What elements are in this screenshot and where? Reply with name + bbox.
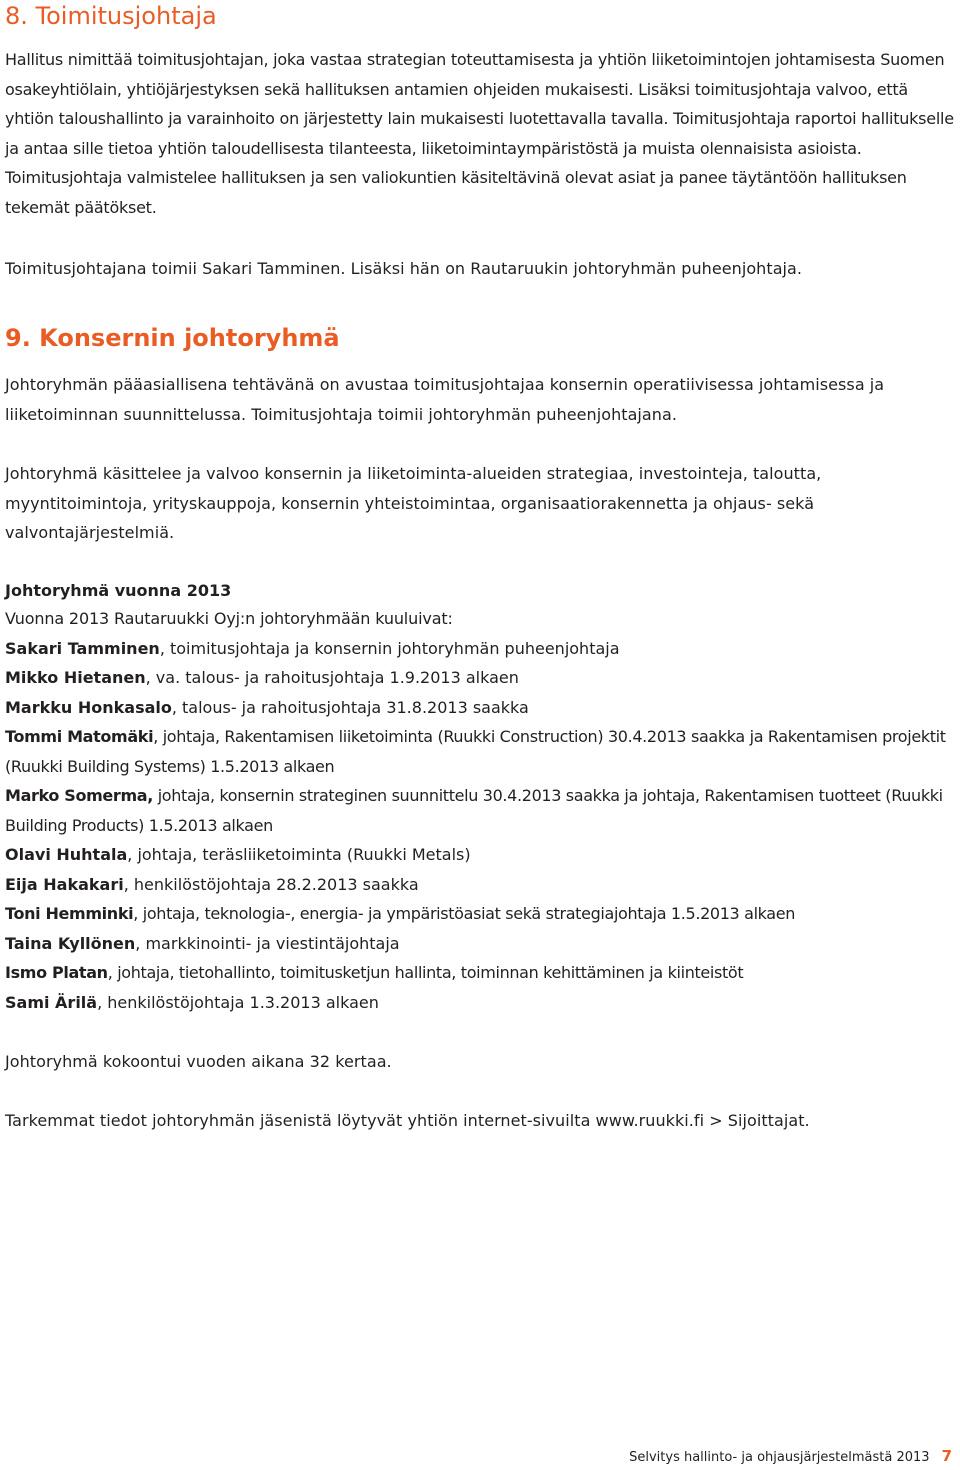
member-role: , toimitusjohtaja ja konsernin johtoryhmän puheenjohtaja — [159, 638, 620, 658]
list-item — [5, 693, 960, 723]
section-9-paragraph-1: Johtoryhmän pääasiallisena tehtävänä on avustaa toimitusjohtajaa konsernin operatiivisessa johtamisessa ja liiketoiminnan suunnittelussa. Toimitusjohtaja toimii johtoryhmän puheenjohtajana. — [5, 375, 885, 424]
more-info-paragraph: Tarkemmat tiedot johtoryhmän jäsenistä löytyvät yhtiön internet-sivuilta www.ruukki.fi > Sijoittajat. — [5, 1111, 810, 1130]
section-8-paragraph-2: Toimitusjohtajana toimii Sakari Tamminen. Lisäksi hän on Rautaruukin johtoryhmän puheenjohtaja. — [5, 259, 803, 278]
meetings-paragraph: Johtoryhmä kokoontui vuoden aikana 32 kertaa. — [5, 1052, 392, 1071]
management-team-intro: Vuonna 2013 Rautaruukki Oyj:n johtoryhmään kuuluivat: — [5, 609, 453, 628]
member-name: Markku Honkasalo — [5, 697, 172, 717]
page-number: 7 — [941, 1447, 952, 1465]
member-role: johtaja, konsernin strateginen suunnittelu 30.4.2013 saakka ja johtaja, Rakentamisen tuotteet (Ruukki Building Products) 1.5.2013 alkaen — [5, 786, 943, 835]
list-item — [5, 929, 960, 959]
member-name: Eija Hakakari — [5, 874, 124, 894]
list-item — [5, 870, 960, 900]
member-role: , talous- ja rahoitusjohtaja 31.8.2013 saakka — [171, 697, 529, 717]
member-role: , johtaja, tietohallinto, toimitusketjun hallinta, toiminnan kehittäminen ja kiinteistöt — [107, 963, 744, 982]
list-item — [5, 840, 960, 870]
list-item — [5, 988, 960, 1018]
list-item — [5, 781, 960, 840]
member-name: Olavi Huhtala — [5, 845, 128, 864]
member-name: Mikko Hietanen — [5, 668, 146, 687]
section-8-heading: 8. Toimitusjohtaja — [5, 2, 217, 30]
member-name: Ismo Platan — [5, 963, 108, 982]
member-role: , va. talous- ja rahoitusjohtaja 1.9.2013 alkaen — [145, 668, 519, 687]
page-footer — [629, 1446, 952, 1468]
member-role: , henkilöstöjohtaja 28.2.2013 saakka — [123, 874, 419, 894]
member-name: Taina Kyllönen — [5, 933, 136, 953]
list-item — [5, 899, 960, 929]
member-name: Toni Hemminki — [5, 904, 134, 923]
member-name: Marko Somerma, — [5, 786, 153, 805]
management-team-list — [5, 604, 960, 1017]
section-8-paragraph-1: Hallitus nimittää toimitusjohtajan, joka vastaa strategian toteuttamisesta ja yhtiön liiketoimintojen johtamisesta Suomen osakeyhtiölain, yhtiöjärjestyksen sekä hallituksen antamien ohjeiden mukaisesti. Lisäksi toimitusjohtaja valvoo, että yhtiön taloushallinto ja varainhoito on järjestetty lain mukaisesti luotettavalla tavalla. Toimitusjohtaja raportoi hallitukselle ja antaa sille tietoa yhtiön taloudellisesta tilanteesta, liiketoimintaympäristöstä ja muista olennaisista asioista. Toimitusjohtaja valmistelee hallituksen ja sen valiokuntien käsiteltävinä olevat asiat ja panee täytäntöön hallituksen tekemät päätökset. — [5, 50, 954, 217]
member-name: Tommi Matomäki — [5, 727, 154, 746]
member-role: , henkilöstöjohtaja 1.3.2013 alkaen — [97, 992, 379, 1012]
member-role: , johtaja, teknologia-, energia- ja ympäristöasiat sekä strategiajohtaja 1.5.2013 alkaen — [133, 904, 796, 923]
list-item — [5, 958, 960, 988]
member-name: Sami Ärilä — [5, 992, 98, 1012]
management-team-subtitle: Johtoryhmä vuonna 2013 — [5, 581, 232, 600]
list-item — [5, 663, 960, 693]
section-9-paragraph-2: Johtoryhmä käsittelee ja valvoo konsernin ja liiketoiminta-alueiden strategiaa, investointeja, taloutta, myyntitoimintoja, yrityskauppoja, konsernin yhteistoimintaa, organisaatiorakennetta ja ohjaus- sekä valvontajärjestelmiä. — [5, 464, 822, 542]
member-role: , markkinointi- ja viestintäjohtaja — [135, 933, 400, 953]
member-role: , johtaja, Rakentamisen liiketoiminta (Ruukki Construction) 30.4.2013 saakka ja Rakentamisen projektit (Ruukki Building Systems) 1.5.2013 alkaen — [5, 727, 946, 776]
member-role: , johtaja, teräsliiketoiminta (Ruukki Metals) — [127, 845, 471, 864]
footer-title: Selvitys hallinto- ja ohjausjärjestelmästä 2013 — [629, 1450, 930, 1465]
list-item — [5, 722, 960, 781]
list-item — [5, 634, 960, 664]
member-name: Sakari Tamminen — [5, 638, 160, 658]
section-9-heading: 9. Konsernin johtoryhmä — [5, 324, 340, 352]
